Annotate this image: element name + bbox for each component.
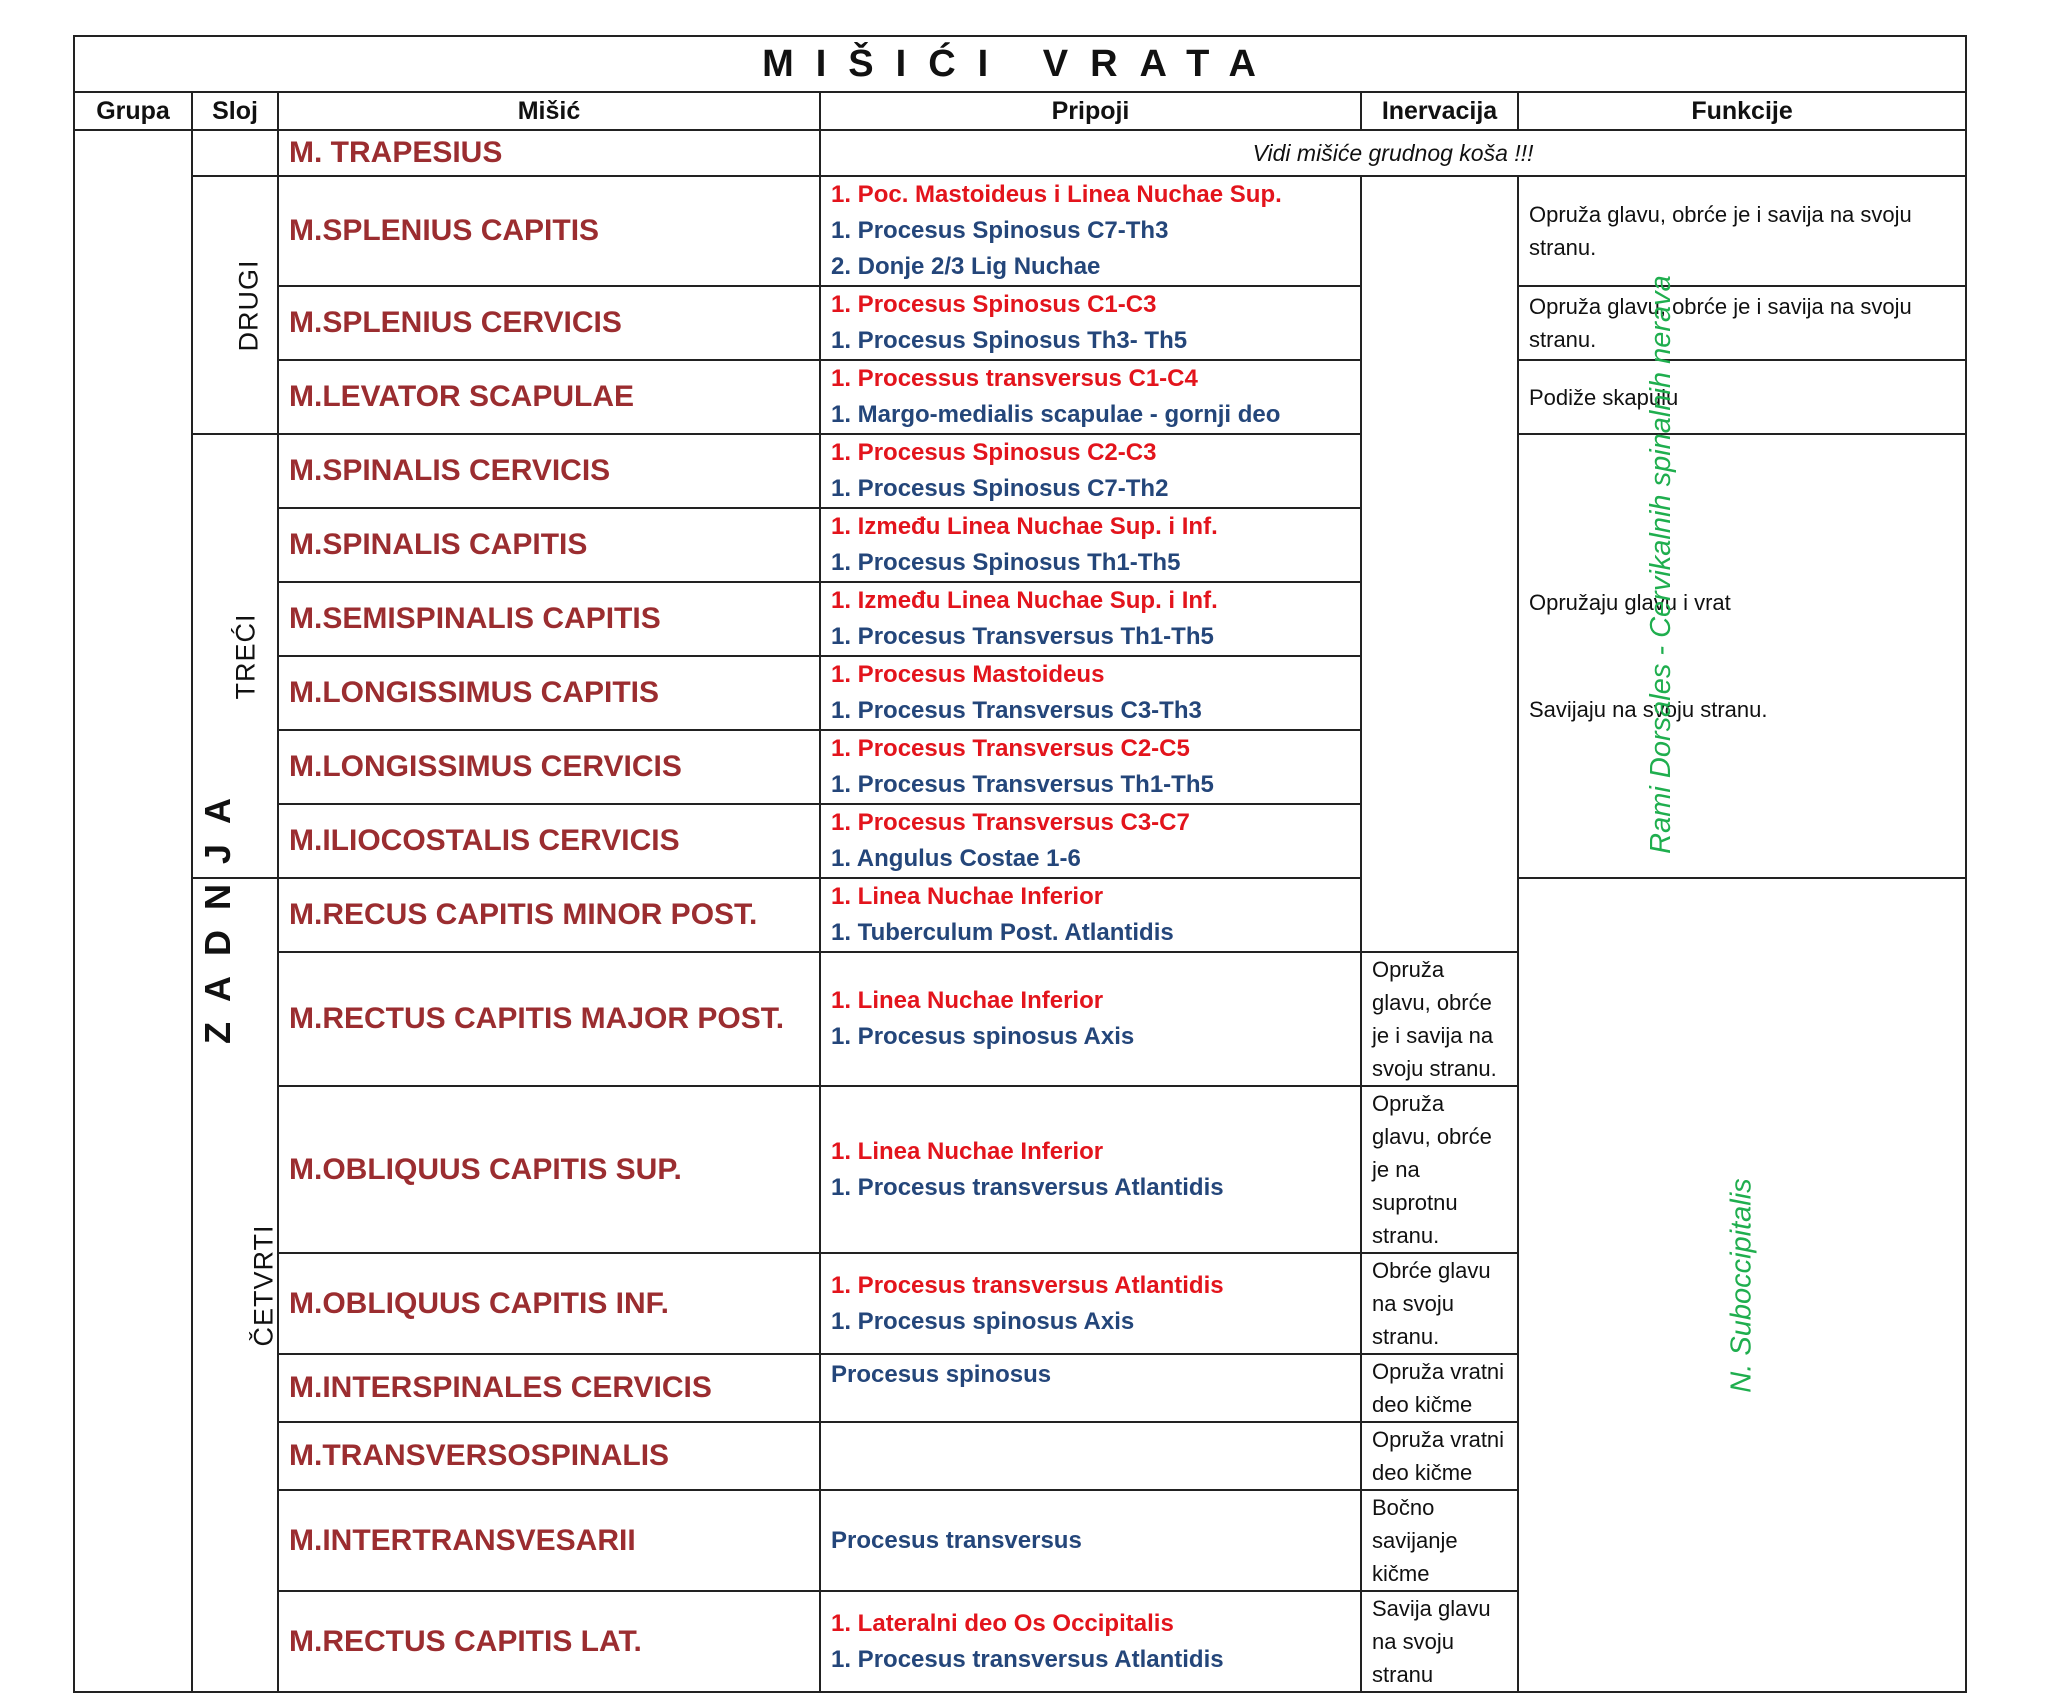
origin-text: 1. Poc. Mastoideus i Linea Nuchae Sup. [831,181,1282,208]
table-row [74,286,1966,360]
muscle-name: M.INTERSPINALES CERVICIS [278,1354,820,1422]
function-cell-shared [1518,434,1966,878]
origin-text: 1. Linea Nuchae Inferior [831,987,1104,1014]
muscle-name: M.SPLENIUS CERVICIS [278,286,820,360]
function-cell: Obrće glavu na svoju stranu. [1361,1253,1518,1354]
function-cell: Opruža vratni deo kičme [1361,1422,1518,1490]
insertion-text: 1. Procesus Spinosus C7-Th3 [831,217,1169,244]
attachments-cell [820,286,1361,360]
insertion-text: 1. Angulus Costae 1-6 [831,845,1081,872]
insertion-text: 1. Procesus Transversus C3-Th3 [831,697,1202,724]
origin-text: 1. Lateralni deo Os Occipitalis [831,1609,1174,1637]
table-row [74,878,1966,952]
origin-text: 1. Procesus Transversus C2-C5 [831,735,1190,762]
origin-text: 1. Linea Nuchae Inferior [831,1137,1104,1165]
insertion-text: 1. Procesus transversus Atlantidis [831,1645,1224,1673]
muscle-name: M.LEVATOR SCAPULAE [278,360,820,434]
shared-function-line1: Opružaju glavu i vrat [1529,590,1731,615]
attachments-cell [820,508,1361,582]
insertion-text: 1. Procesus Spinosus Th3- Th5 [831,327,1188,354]
attachments-cell [820,434,1361,508]
origin-text: 1. Između Linea Nuchae Sup. i Inf. [831,587,1218,614]
table-row [74,434,1966,508]
attachments-cell [820,360,1361,434]
muscle-name: M.INTERTRANSVESARII [278,1490,820,1591]
shared-function-line2: Savijaju na svoju stranu. [1529,697,1768,722]
muscle-name: M.SEMISPINALIS CAPITIS [278,582,820,656]
function-cell: Bočno savijanje kičme [1361,1490,1518,1591]
origin-text: 1. Procesus Transversus C3-C7 [831,809,1190,836]
muscle-name: M.SPINALIS CAPITIS [278,508,820,582]
muscle-name: M.TRANSVERSOSPINALIS [278,1422,820,1490]
function-cell: Opruža glavu, obrće je na suprotnu stranu. [1361,1086,1518,1253]
attachments-cell [820,1253,1361,1354]
muscle-name: M.LONGISSIMUS CERVICIS [278,730,820,804]
origin-text: 1. Procesus transversus Atlantidis [831,1271,1224,1299]
insertion-text: 2. Donje 2/3 Lig Nuchae [831,253,1101,280]
attachments-cell [820,1086,1361,1253]
group-label: ZADNJA [197,777,239,1045]
innervation-cell-subocc [1518,878,1966,1692]
origin-text: 1. Linea Nuchae Inferior [831,883,1104,910]
header-funkcije: Funkcije [1518,92,1966,130]
attachments-cell [820,804,1361,878]
attachment-text: Procesus spinosus [831,1361,1052,1388]
function-cell: Opruža glavu, obrće je i savija na svoju stranu. [1518,286,1966,360]
insertion-text: 1. Procesus Transversus Th1-Th5 [831,771,1214,798]
muscle-name: M. TRAPESIUS [278,130,820,176]
function-cell: Opruža glavu, obrće je i savija na svoju stranu. [1361,952,1518,1086]
attachments-cell [820,582,1361,656]
muscle-name: M.SPLENIUS CAPITIS [278,176,820,286]
origin-text: 1. Procesus Spinosus C2-C3 [831,439,1157,466]
header-sloj: Sloj [192,92,278,130]
origin-text: 1. Između Linea Nuchae Sup. i Inf. [831,513,1218,540]
table-row [74,360,1966,434]
insertion-text: 1. Procesus transversus Atlantidis [831,1173,1224,1201]
attachments-cell [820,878,1361,952]
attachments-cell [820,730,1361,804]
see-note: Vidi mišiće grudnog koša !!! [820,130,1966,176]
neck-muscles-table [73,35,1967,1693]
insertion-text: 1. Procesus spinosus Axis [831,1023,1135,1050]
function-cell: Savija glavu na svoju stranu [1361,1591,1518,1692]
function-cell: Opruža vratni deo kičme [1361,1354,1518,1422]
origin-text: 1. Processus transversus C1-C4 [831,365,1198,392]
layer-label-treci: TREĆI [230,613,261,699]
header-misic: Mišić [278,92,820,130]
table-row [74,176,1966,286]
muscle-name: M.ILIOCOSTALIS CERVICIS [278,804,820,878]
origin-text: 1. Procesus Spinosus C1-C3 [831,291,1157,318]
header-pripoji: Pripoji [820,92,1361,130]
muscle-name: M.OBLIQUUS CAPITIS INF. [278,1253,820,1354]
attachments-cell [820,656,1361,730]
muscle-name: M.RECUS CAPITIS MINOR POST. [278,878,820,952]
insertion-text: 1. Procesus Spinosus C7-Th2 [831,475,1169,502]
function-cell: Podiže skapulu [1518,360,1966,434]
layer-cell-drugi [192,176,278,434]
header-grupa: Grupa [74,92,192,130]
muscle-name: M.RECTUS CAPITIS LAT. [278,1591,820,1692]
origin-text: 1. Procesus Mastoideus [831,661,1105,688]
insertion-text: 1. Procesus spinosus Axis [831,1307,1135,1335]
attachments-cell [820,1354,1361,1422]
muscle-name: M.LONGISSIMUS CAPITIS [278,656,820,730]
table-title: MIŠIĆI VRATA [74,36,1966,92]
muscle-name: M.OBLIQUUS CAPITIS SUP. [278,1086,820,1253]
table-row [74,130,1966,176]
insertion-text: 1. Procesus Spinosus Th1-Th5 [831,549,1181,576]
layer-cell-empty [192,130,278,176]
innervation-label-rami: Rami Dorsales - Cervikalnih spinalnih nerava [1644,274,1677,854]
innervation-label-subocc: N. Suboccipitalis [1725,1177,1758,1393]
muscle-name: M.RECTUS CAPITIS MAJOR POST. [278,952,820,1086]
layer-label-cetvrti: ČETVRTI [248,1223,279,1347]
attachments-cell [820,1591,1361,1692]
attachments-cell [820,952,1361,1086]
function-cell: Opruža glavu, obrće je i savija na svoju stranu. [1518,176,1966,286]
muscle-name: M.SPINALIS CERVICIS [278,434,820,508]
layer-label-drugi: DRUGI [233,259,264,351]
insertion-text: 1. Tuberculum Post. Atlantidis [831,919,1174,946]
attachments-cell-empty [820,1422,1361,1490]
insertion-text: 1. Margo-medialis scapulae - gornji deo [831,401,1281,428]
insertion-text: 1. Procesus Transversus Th1-Th5 [831,623,1214,650]
attachment-text: Procesus transversus [831,1526,1082,1554]
header-inervacija: Inervacija [1361,92,1518,130]
group-cell [74,130,239,1692]
attachments-cell [820,1490,1361,1591]
attachments-cell [820,176,1361,286]
